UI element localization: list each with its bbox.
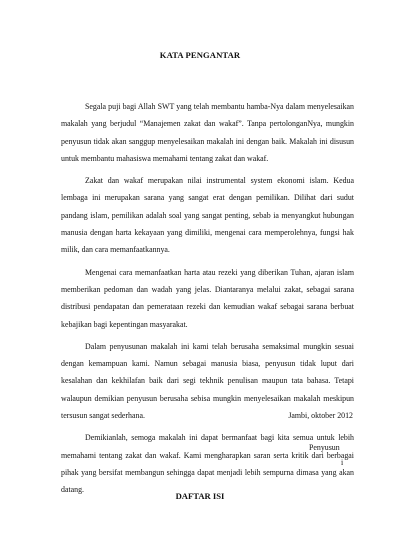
signer-label: Penyusun [309, 443, 340, 452]
paragraph-4: Dalam penyusunan makalah ini kami telah berusaha semaksimal mungkin sesuai dengan kemampuan kami. Namun sebagai manusia biasa, penyusun tidak luput dari kesalahan dan kekhilafan baik dari segi tekhnik penulisan maupun tata bahasa. Tetapi walaupun demikian penyusun berusaha sebisa mungkin menyelesaikan makalah meskipun tersusun sangat sederhana. [61, 341, 354, 421]
next-section-heading: DAFTAR ISI [175, 491, 225, 501]
place-date: Jambi, oktober 2012 [288, 411, 353, 420]
paragraph-2: Zakat dan wakaf merupakan nilai instrumental system ekonomi islam. Kedua lembaga ini merupakan sarana yang sangat erat dengan pemilikan. Dilihat dari sudut pandang islam, pemilikan adalah soal yang sangat penting, sebab ia menyangkut hubungan manusia dengan harta kekayaan yang dimiliki, mengenai cara memperolehnya, fungsi hak milik, dan cara memanfaatkannya. [61, 176, 354, 255]
paragraph-5: Demikianlah, semoga makalah ini dapat bermanfaat bagi kita semua untuk lebih memahami tentang zakat dan wakaf. Kami mengharapkan saran serta kritik dari berbagai pihak yang bersifat membangun sehingga dapat menjadi lebih sempurna dimasa yang akan datang. [61, 433, 354, 495]
page-title: KATA PENGANTAR [159, 50, 241, 60]
paragraph-1: Segala puji bagi Allah SWT yang telah membantu hamba-Nya dalam menyelesaikan makalah yang berjudul “Manajemen zakat dan wakaf”. Tanpa pertolonganNya, mungkin penyusun tidak akan sanggup menyelesaikan makalah ini dengan baik. Makalah ini disusun untuk membantu mahasiswa memahami tentang zakat dan wakaf. [61, 102, 354, 163]
paragraph-3: Mengenai cara memanfaatkan harta atau rezeki yang diberikan Tuhan, ajaran islam memberikan pedoman dan wadah yang jelas. Diantaranya melalui zakat, sebagai sarana distribusi pendapatan dan pemerataan rezeki dan kemudian wakaf sebagai sarana berbuat kebajikan bagi kepentingan masyarakat. [61, 267, 354, 329]
page-number: i [341, 458, 344, 467]
